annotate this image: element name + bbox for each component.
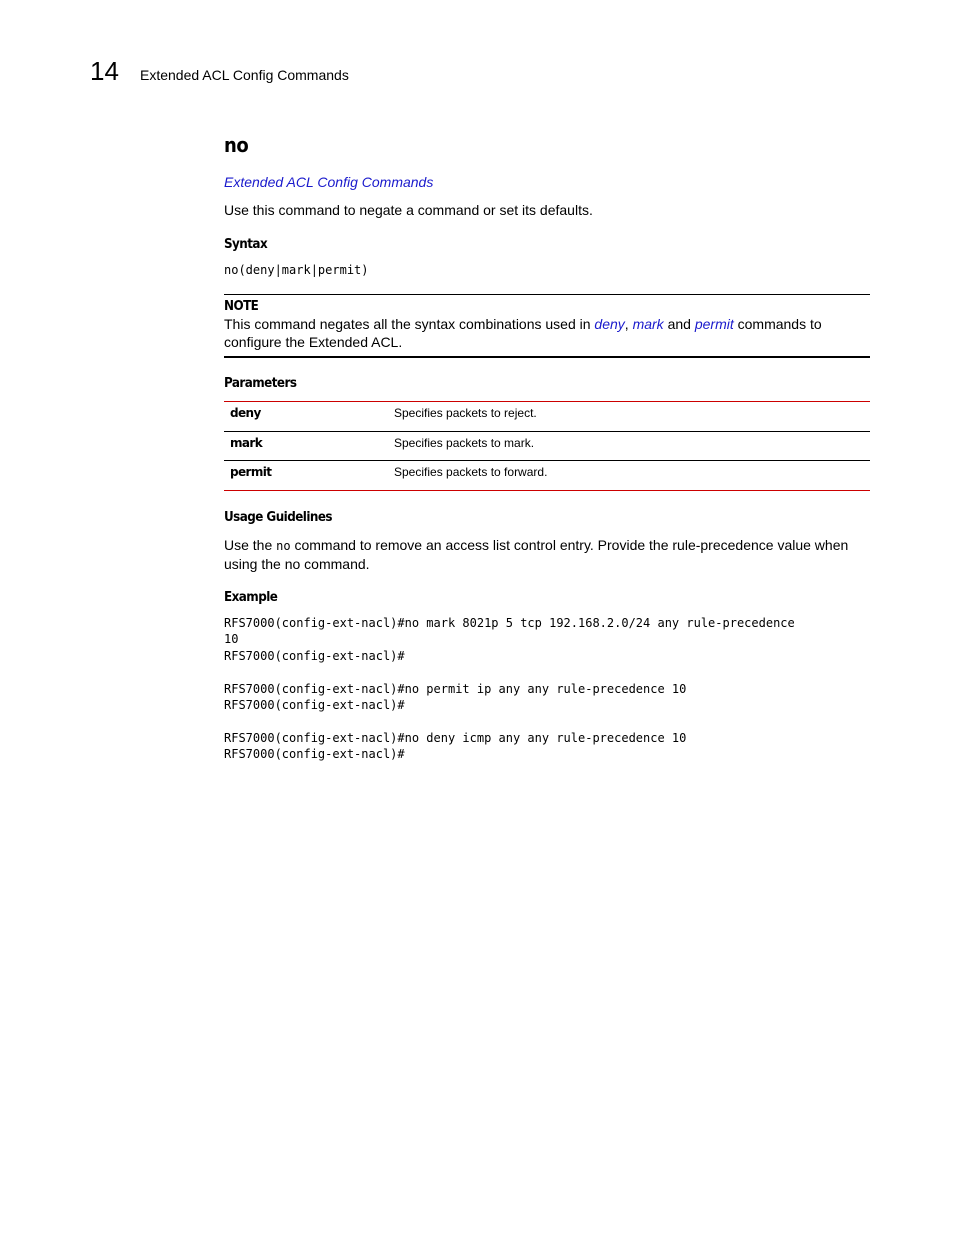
usage-text-part: command to remove an access list control entry. Provide the rule-precedence value when using the no command. [224,537,849,572]
note-separator: and [663,316,695,332]
note-label: NOTE [224,299,259,314]
parent-section-link[interactable]: Extended ACL Config Commands [224,174,434,190]
command-title: no [224,133,249,157]
table-row [224,402,870,432]
table-row [224,461,870,491]
param-name: permit [224,461,388,491]
chapter-number: 14 [90,56,119,86]
note-separator: , [624,316,633,332]
parameters-table [224,401,870,491]
table-row [224,431,870,461]
usage-text [224,536,870,573]
syntax-text: no(deny|mark|permit) [224,263,369,277]
param-name: mark [224,431,388,461]
param-description: Specifies packets to reject. [388,402,870,432]
usage-text-part: Use the [224,537,277,553]
usage-code: no [276,539,291,553]
permit-link[interactable]: permit [694,316,734,332]
chapter-title: Extended ACL Config Commands [140,67,349,83]
note-text-part: commands to configure the Extended ACL. [224,316,822,350]
deny-link[interactable]: deny [594,316,625,332]
note-box [224,294,870,358]
param-description: Specifies packets to mark. [388,431,870,461]
note-text-part: This command negates all the syntax combinations used in [224,316,595,332]
command-description: Use this command to negate a command or set its defaults. [224,202,593,218]
param-description: Specifies packets to forward. [388,461,870,491]
note-text [224,315,870,351]
syntax-heading: Syntax [224,237,268,252]
example-code: RFS7000(config-ext-nacl)#no mark 8021p 5 tcp 192.168.2.0/24 any rule-precedence 10 RFS7000(config-ext-nacl)# RFS7000(config-ext-nacl)#no permit ip any any rule-precedence 10 RFS7000(config-ext-nacl)# RFS7000(config-ext-nacl)#no deny icmp any any rule-precedence 10 RFS7000(config-ext-nacl)# [224,616,795,762]
usage-heading: Usage Guidelines [224,510,332,525]
example-heading: Example [224,590,278,605]
parameters-heading: Parameters [224,376,297,391]
command-section [224,132,870,762]
mark-link[interactable]: mark [632,316,664,332]
param-name: deny [224,402,388,432]
